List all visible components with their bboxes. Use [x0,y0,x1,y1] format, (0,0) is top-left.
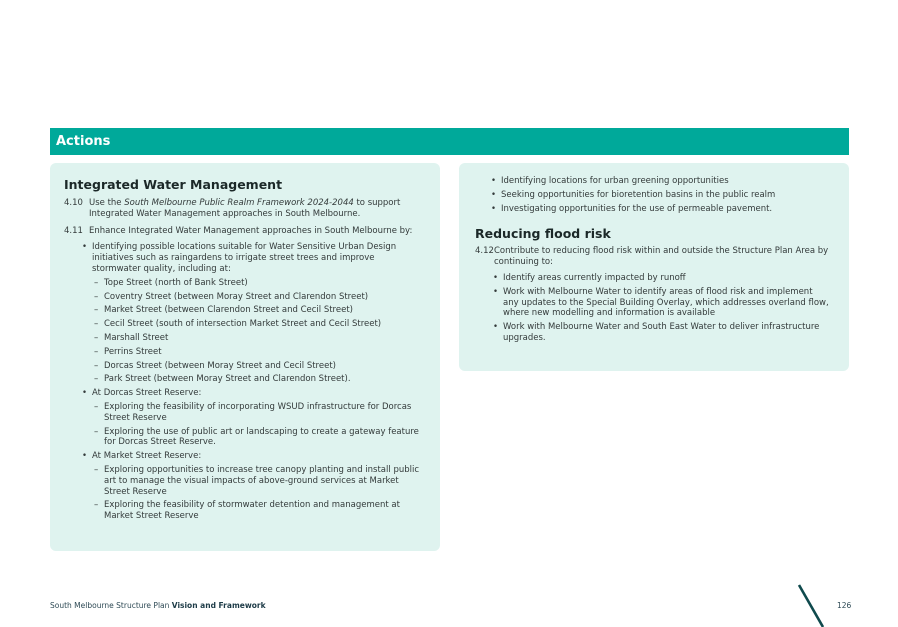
dash-icon: – [94,346,99,357]
sub-list-item [94,319,420,330]
dash-icon: – [94,464,99,475]
sub-list-item [94,361,420,372]
dash-icon: – [94,277,99,288]
document-title: South Melbourne Structure Plan [50,601,170,610]
action-number: 4.10 [64,198,83,208]
sub-list-item [94,305,420,316]
list-item-text: Identifying locations for urban greening opportunities [501,176,729,186]
bullet-icon: • [493,322,499,333]
list-item-text: At Dorcas Street Reserve: [92,388,202,399]
bullet-icon: • [82,451,88,462]
sub-item-text: Marshall Street [104,332,169,343]
sub-list-item [94,347,420,358]
integrated-water-panel [50,163,440,551]
sub-item-text: Cecil Street (south of intersection Market Street and Cecil Street) [104,319,382,330]
sub-item-text: Exploring opportunities to increase tree canopy planting and install public art to manage the visual impacts of above-ground services at Market Street Reserve [104,464,420,497]
sub-list-item [94,278,420,289]
list-item-text: Investigating opportunities for the use of permeable pavement. [501,203,773,214]
sub-list-item [94,402,420,424]
flood-risk-heading: Reducing flood risk [475,226,611,242]
list-item [82,242,420,385]
dash-icon: – [94,500,99,511]
action-number: 4.12 [475,246,494,257]
action-4-11-list [82,242,420,522]
page-footer [50,601,266,610]
bullet-icon: • [493,272,499,283]
list-item [493,322,829,344]
action-4-12-list [493,273,829,344]
greening-list [491,176,829,214]
sub-list-item [94,427,420,449]
list-item-text: Work with Melbourne Water and South East Water to deliver infrastructure upgrades. [503,322,820,343]
sub-item-text: Exploring the feasibility of stormwater detention and management at Market Street Reserve [104,500,400,522]
framework-title: South Melbourne Public Realm Framework 2024-2044 [124,198,354,208]
list-item [82,388,420,448]
actions-banner [50,128,849,155]
list-item [491,190,829,201]
list-item-text: At Market Street Reserve: [92,451,202,462]
sub-item-text: Exploring the feasibility of incorporating WSUD infrastructure for Dorcas Street Reserve [104,401,412,423]
action-4-11 [64,226,420,237]
sub-list [94,402,420,448]
sub-item-text: Exploring the use of public art or landscaping to create a gateway feature for Dorcas Street Reserve. [104,426,419,448]
dash-icon: – [94,319,99,330]
sub-list-item [94,292,420,303]
action-text [89,198,420,220]
list-item [491,176,829,187]
sub-item-text: Tope Street (north of Bank Street) [104,277,248,288]
flood-risk-panel [459,163,849,371]
list-item-text: Seeking opportunities for bioretention basins in the public realm [501,189,776,200]
action-4-10 [64,198,420,220]
action-number: 4.11 [64,225,83,236]
action-text-post: to support Integrated Water Management approaches in South Melbourne. [89,198,401,219]
list-item-text: Work with Melbourne Water to identify areas of flood risk and implement any updates to the Special Building Overlay, which addresses overland flow, where new modelling and information is available [503,286,829,319]
sub-list [94,278,420,385]
page-number: 126 [837,601,852,610]
sub-list-item [94,333,420,344]
bullet-icon: • [82,242,88,253]
list-item-text: Identify areas currently impacted by runoff [503,272,686,283]
list-item [493,287,829,319]
dash-icon: – [94,360,99,371]
section-name: Vision and Framework [171,601,266,610]
sub-item-text: Market Street (between Clarendon Street and Cecil Street) [104,305,353,316]
bullet-icon: • [493,286,499,297]
sub-list [94,465,420,522]
bullet-icon: • [491,189,497,200]
dash-icon: – [94,291,99,302]
sub-item-text: Dorcas Street (between Moray Street and Cecil Street) [104,360,336,371]
bullet-icon: • [82,388,88,399]
list-item [493,273,829,284]
action-4-12 [475,246,829,268]
action-text: Enhance Integrated Water Management approaches in South Melbourne by: [89,225,413,236]
action-text-pre: Use the [89,198,125,208]
sub-item-text: Perrins Street [104,346,162,357]
sub-item-text: Coventry Street (between Moray Street and Clarendon Street) [104,291,369,302]
bullet-icon: • [491,203,497,214]
dash-icon: – [94,426,99,437]
list-item-text: Identifying possible locations suitable for Water Sensitive Urban Design initiatives such as raingardens to irrigate street trees and improve stormwater quality, including at: [92,242,397,274]
iwm-heading: Integrated Water Management [64,177,283,192]
action-text: Contribute to reducing flood risk within and outside the Structure Plan Area by continuing to: [494,246,829,268]
dash-icon: – [94,332,99,343]
sub-list-item [94,374,420,385]
list-item [82,451,420,522]
dash-icon: – [94,374,99,385]
list-item [491,204,829,215]
dash-icon: – [94,401,99,412]
sub-list-item [94,500,420,522]
dash-icon: – [94,305,99,316]
decorative-slash-icon [795,584,827,627]
actions-title: Actions [56,134,111,149]
bullet-icon: • [491,176,497,186]
sub-list-item [94,465,420,497]
sub-item-text: Park Street (between Moray Street and Clarendon Street). [104,374,351,385]
